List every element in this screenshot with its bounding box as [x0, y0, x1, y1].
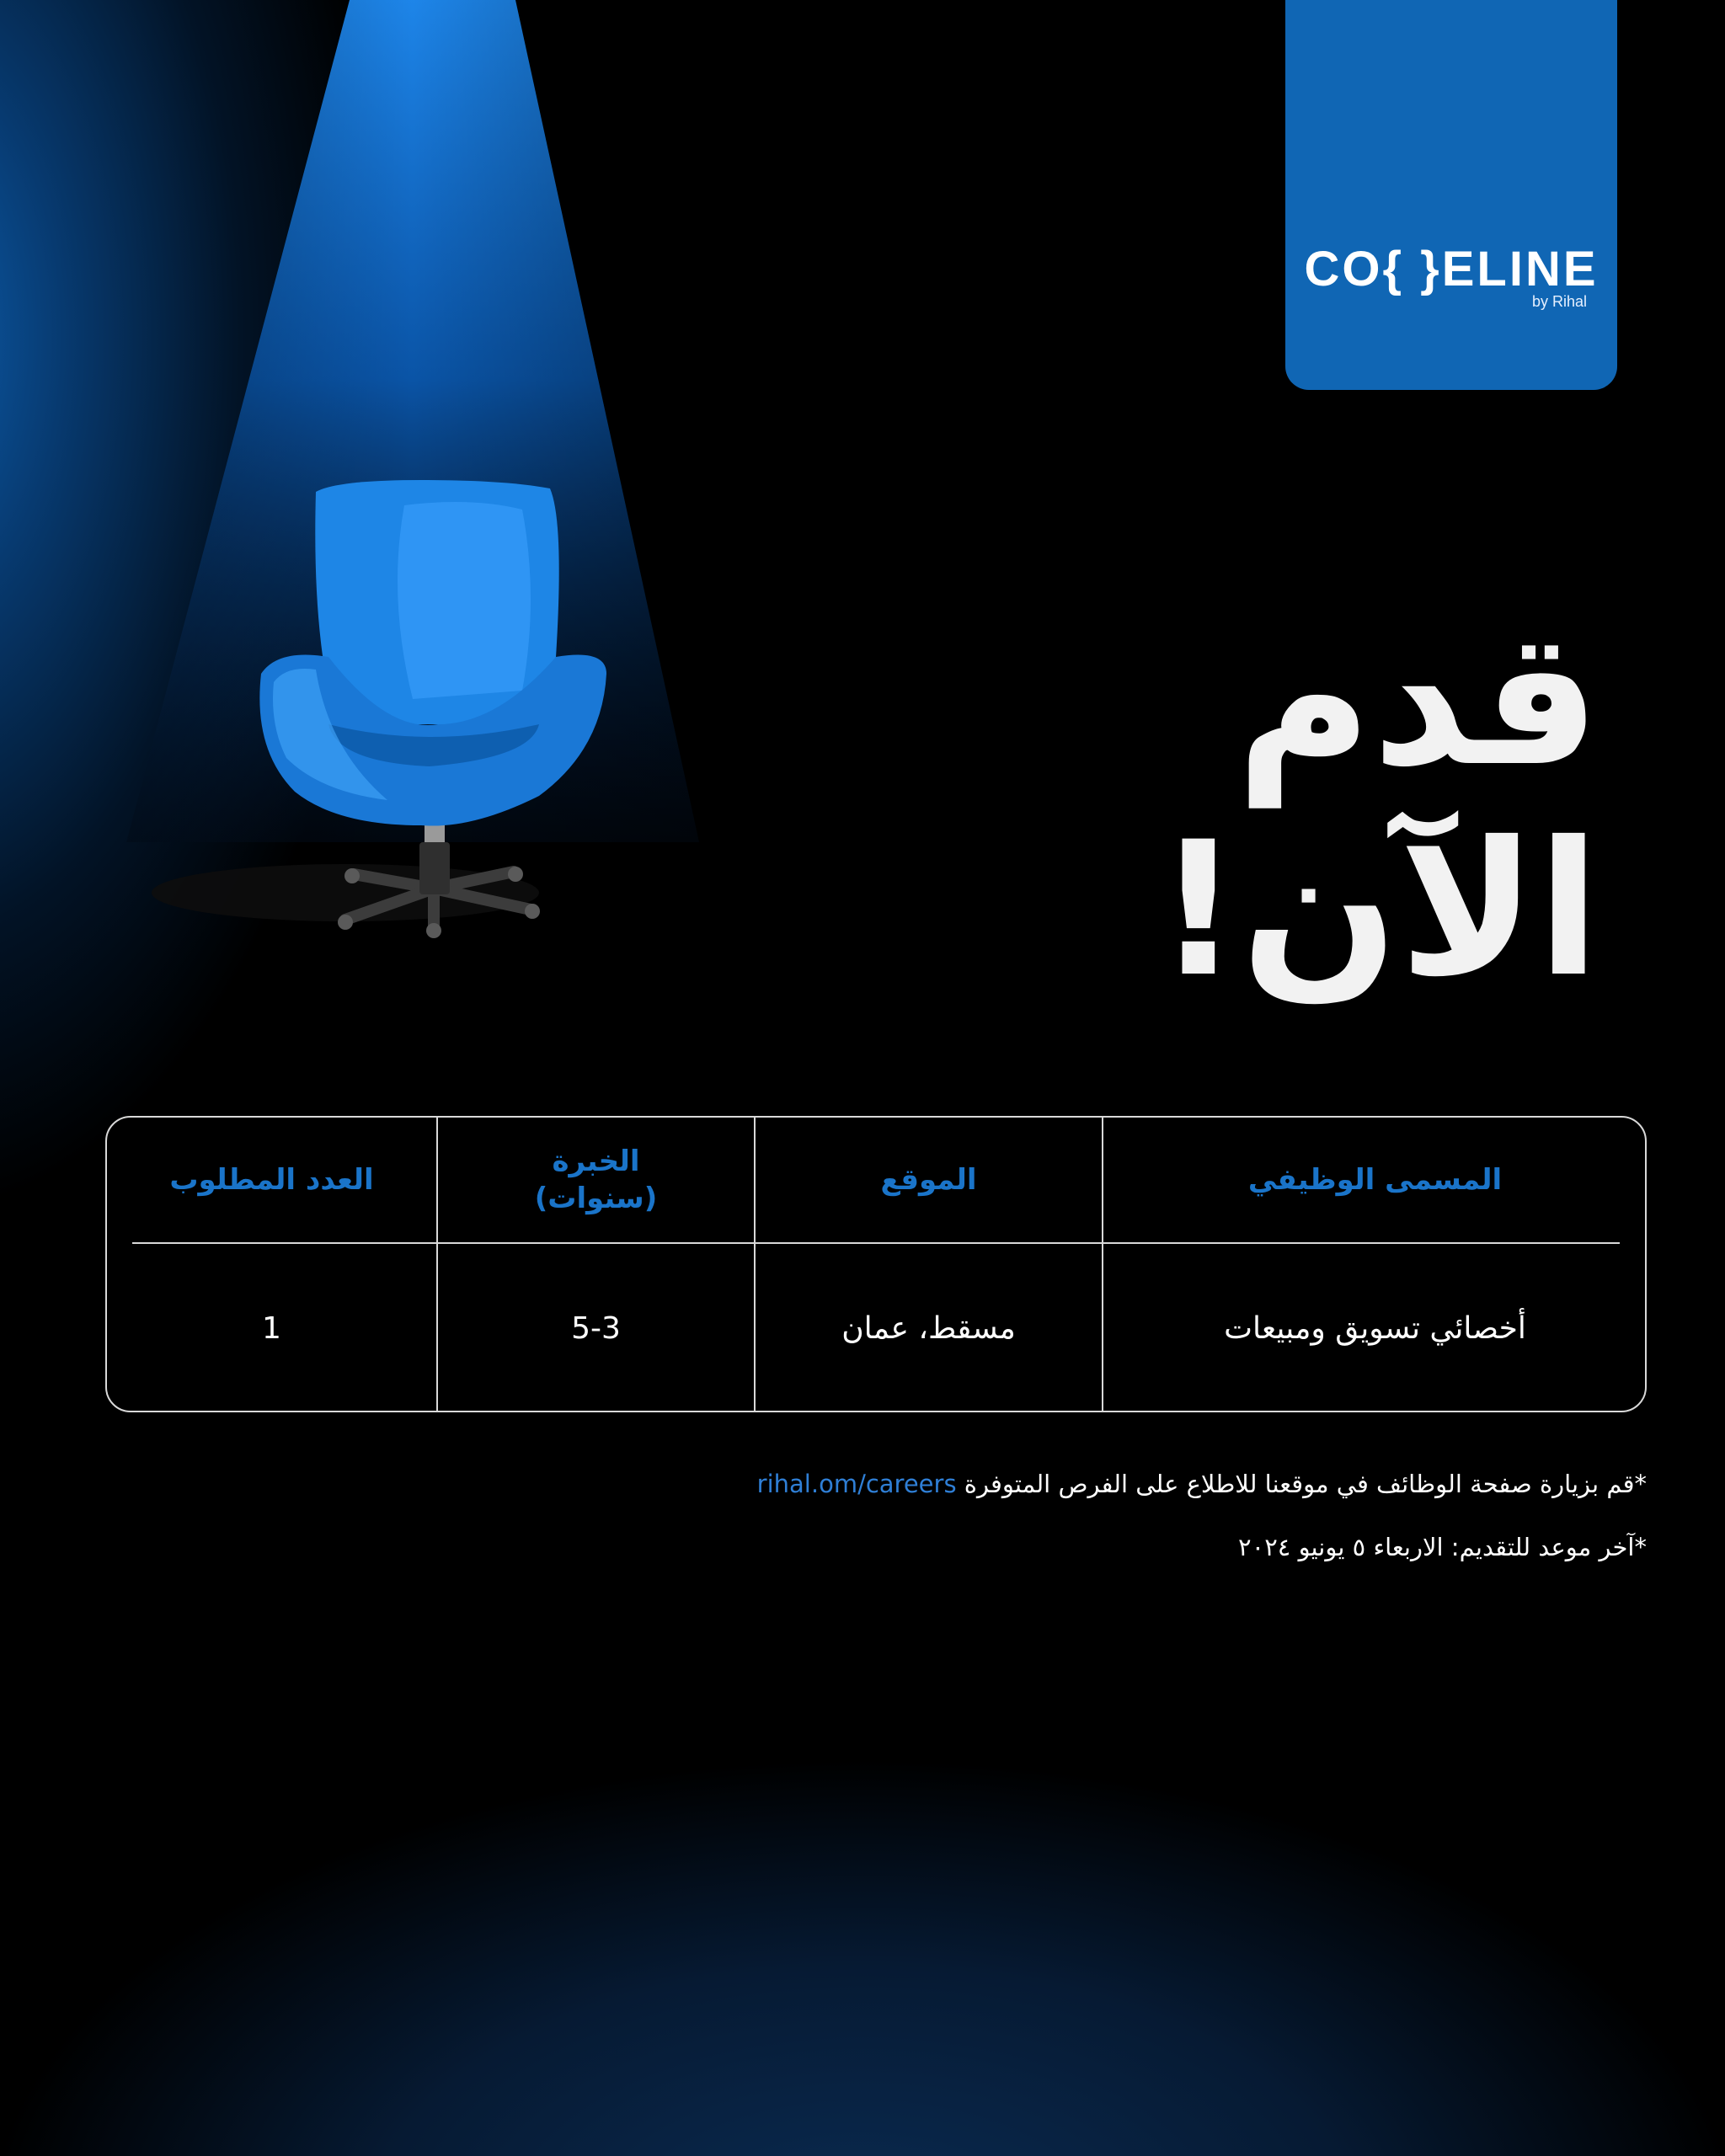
deadline-note: *آخر موعد للتقديم: الاربعاء ٥ يونيو ٢٠٢٤ [1238, 1533, 1647, 1561]
careers-link[interactable]: rihal.om/careers [756, 1470, 957, 1498]
cell-count: 1 [262, 1310, 281, 1346]
cell-job-title: أخصائي تسويق ومبيعات [1224, 1310, 1526, 1346]
codeline-logo[interactable] [1285, 0, 1617, 390]
header-job-title: المسمى الوظيفي [1247, 1163, 1503, 1197]
job-table [105, 1116, 1647, 1412]
headline-line-1: قدم [1236, 591, 1600, 807]
header-experience-label: الخبرة [552, 1145, 640, 1178]
headline [1011, 591, 1600, 1017]
header-experience-unit: (سنوات) [534, 1182, 658, 1215]
headline-line-2: الآن! [1156, 802, 1600, 1017]
header-location: الموقع [880, 1163, 977, 1197]
cell-location: مسقط، عمان [841, 1310, 1016, 1346]
careers-note [757, 1470, 1647, 1498]
logo-byline: by Rihal [1531, 293, 1587, 310]
cell-experience: 5-3 [571, 1310, 621, 1346]
header-count: العدد المطلوب [169, 1163, 374, 1197]
header-experience [438, 1118, 754, 1242]
logo-wordmark: CO{ }ELINE [1304, 242, 1599, 296]
chair-illustration [135, 472, 623, 977]
careers-note-text: *قم بزيارة صفحة الوظائف في موقعنا للاطلاع على الفرص المتوفرة [964, 1470, 1647, 1498]
